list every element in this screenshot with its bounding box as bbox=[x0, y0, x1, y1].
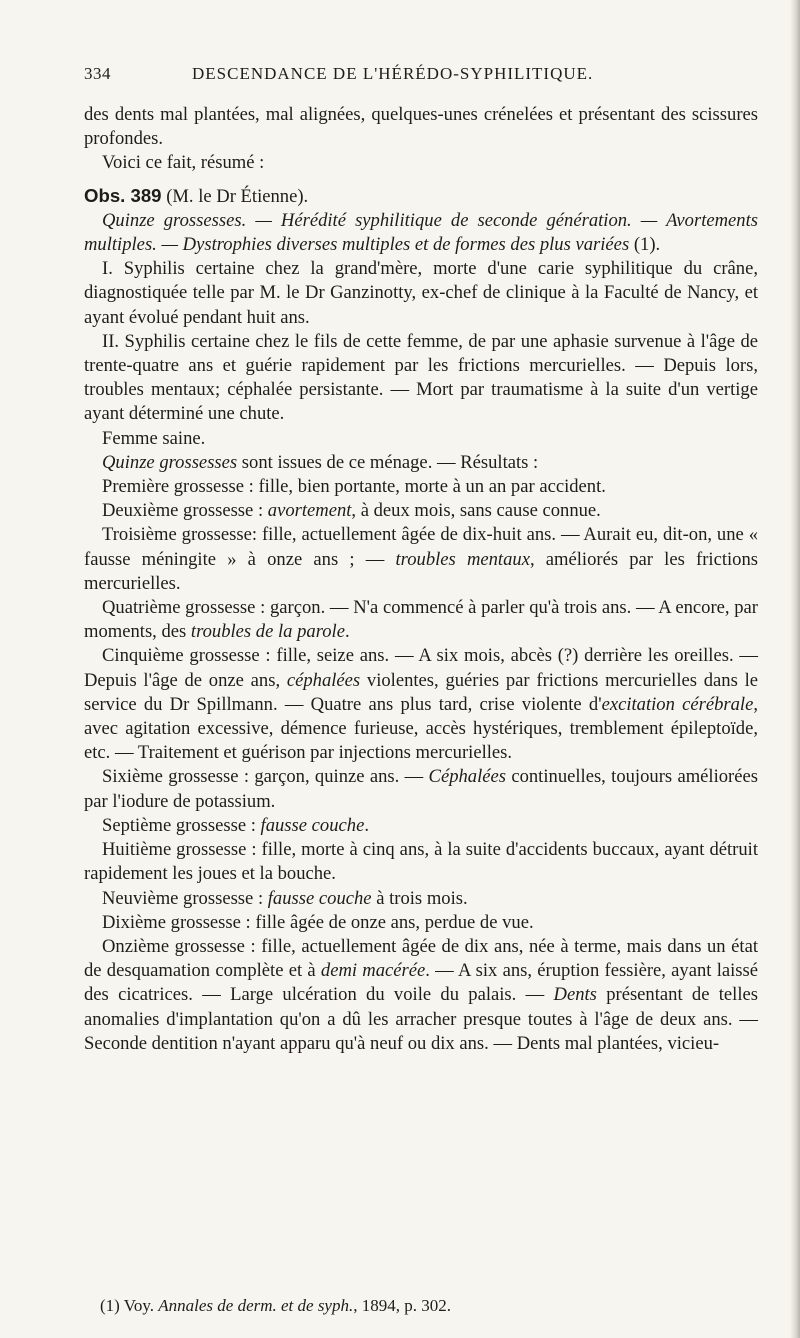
pregnancy-3: Troisième grossesse: fille, actuellement âgée de dix-huit ans. — Aurait eu, dit-on, une « fausse méningite » à onze ans ; — troubles mentaux, améliorés par les frictions mercurielles. bbox=[84, 524, 758, 594]
pregnancy-8: Huitième grossesse : fille, morte à cinq ans, à la suite d'accidents buccaux, ayant détruit rapidement les joues et la bouche. bbox=[84, 839, 758, 885]
body-text bbox=[84, 103, 758, 1056]
paragraph-continuation: des dents mal plantées, mal alignées, quelques-unes crénelées et présentant des scissures profondes. bbox=[84, 104, 758, 150]
pregnancy-9: Neuvième grossesse : fausse couche à trois mois. bbox=[102, 887, 468, 909]
observation-heading bbox=[84, 184, 758, 209]
paragraph-results-intro: Quinze grossesses sont issues de ce ménage. — Résultats : bbox=[102, 451, 539, 473]
pregnancy-6: Sixième grossesse : garçon, quinze ans. — Céphalées continuelles, toujours améliorées par l'iodure de potassium. bbox=[84, 766, 758, 812]
observation-summary: Quinze grossesses. — Hérédité syphilitique de seconde génération. — Avortements multiples. — Dystrophies diverses multiples et de formes des plus variées (1). bbox=[84, 209, 758, 256]
page-number: 334 bbox=[84, 64, 111, 83]
paragraph-intro: Voici ce fait, résumé : bbox=[102, 152, 265, 174]
pregnancy-5: Cinquième grossesse : fille, seize ans. — A six mois, abcès (?) derrière les oreilles. — Depuis l'âge de onze ans, céphalées violentes, guéries par frictions mercurielles dans le service du Dr Spillmann. — Quatre ans plus tard, crise violente d'excitation cérébrale, avec agitation excessive, démence furieuse, accès hystériques, tremblement épileptoïde, etc. — Traitement et guérison par injections mercurielles. bbox=[84, 645, 758, 764]
pregnancy-10: Dixième grossesse : fille âgée de onze ans, perdue de vue. bbox=[102, 911, 534, 933]
pregnancy-7: Septième grossesse : fausse couche. bbox=[102, 814, 369, 836]
running-title: DESCENDANCE DE L'HÉRÉDO-SYPHILITIQUE. bbox=[192, 64, 594, 83]
observation-number: Obs. 389 bbox=[84, 184, 162, 206]
paragraph-grandmother: I. Syphilis certaine chez la grand'mère, morte d'une carie syphilitique du crâne, diagnostiquée telle par M. le Dr Ganzinotty, ex-chef de clinique à la Faculté de Nancy, et ayant évolué pendant huit ans. bbox=[84, 258, 758, 328]
pregnancy-2: Deuxième grossesse : avortement, à deux mois, sans cause connue. bbox=[102, 500, 601, 522]
pregnancy-11: Onzième grossesse : fille, actuellement âgée de dix ans, née à terme, mais dans un état de desquamation complète et à demi macérée. — A six ans, éruption fessière, ayant laissé des cicatrices. — Large ulcération du voile du palais. — Dents présentant de telles anomalies d'implantation qu'on a dû les arracher presque toutes à l'âge de deux ans. — Seconde dentition n'ayant apparu qu'à neuf ou dix ans. — Dents mal plantées, vicieu- bbox=[84, 935, 759, 1054]
paragraph-wife: Femme saine. bbox=[102, 427, 206, 449]
pregnancy-4: Quatrième grossesse : garçon. — N'a commencé à parler qu'à trois ans. — A encore, par moments, des troubles de la parole. bbox=[84, 597, 758, 643]
paragraph-son: II. Syphilis certaine chez le fils de cette femme, de par une aphasie survenue à l'âge de trente-quatre ans et guérie rapidement par les frictions mercurielles. — Depuis lors, troubles mentaux; céphalée persistante. — Mort par traumatisme à la suite d'un vertige ayant déterminé une chute. bbox=[84, 330, 758, 425]
footnote: (1) Voy. Annales de derm. et de syph., 1894, p. 302. bbox=[100, 1296, 451, 1315]
pregnancy-1: Première grossesse : fille, bien portante, morte à un an par accident. bbox=[102, 476, 606, 498]
running-header bbox=[84, 60, 742, 88]
observation-author: (M. le Dr Étienne). bbox=[166, 185, 309, 207]
page-edge-shadow bbox=[790, 0, 800, 1338]
